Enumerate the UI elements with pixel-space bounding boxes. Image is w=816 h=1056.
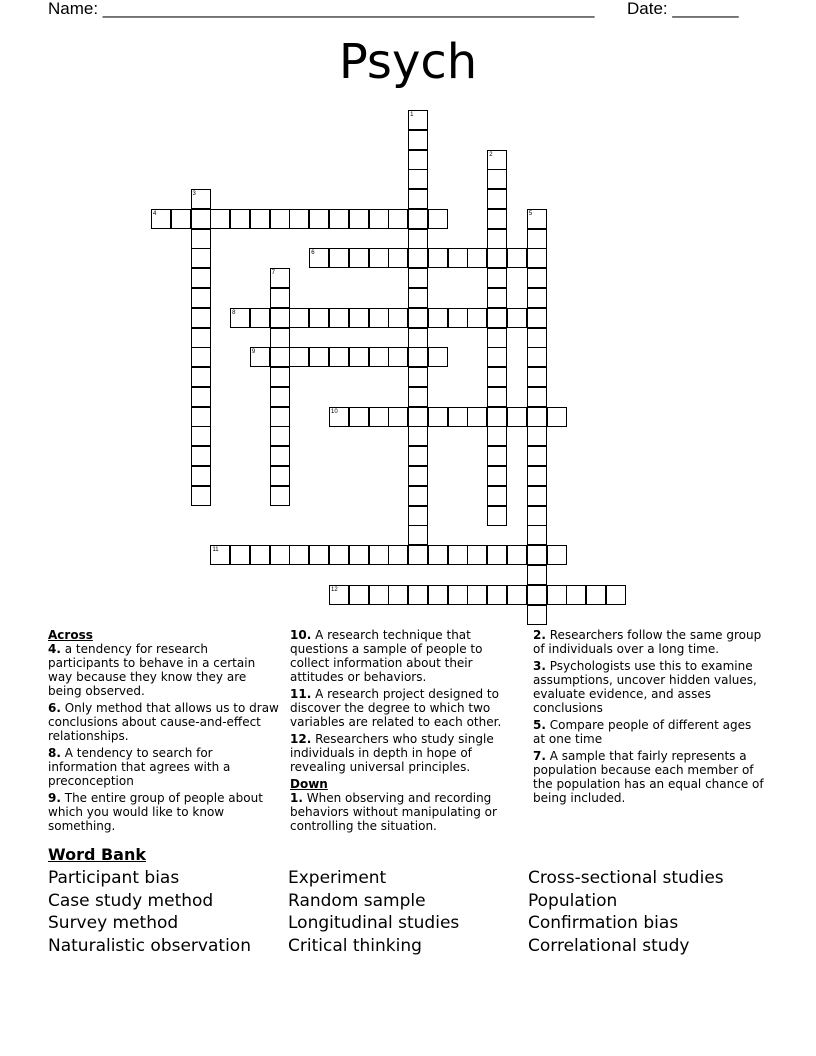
grid-cell[interactable] xyxy=(388,545,408,565)
grid-cell[interactable] xyxy=(527,605,547,625)
grid-cell[interactable] xyxy=(408,169,428,189)
grid-cell[interactable] xyxy=(289,347,309,367)
grid-cell[interactable] xyxy=(448,407,468,427)
grid-cell[interactable] xyxy=(270,545,290,565)
grid-cell[interactable] xyxy=(408,288,428,308)
grid-cell[interactable] xyxy=(487,426,507,446)
grid-cell[interactable] xyxy=(388,248,408,268)
grid-cell[interactable] xyxy=(369,347,389,367)
grid-cell[interactable] xyxy=(369,308,389,328)
grid-cell[interactable] xyxy=(586,585,606,605)
grid-cell[interactable] xyxy=(329,347,349,367)
grid-cell[interactable] xyxy=(191,248,211,268)
grid-cell[interactable] xyxy=(369,585,389,605)
grid-cell[interactable] xyxy=(527,288,547,308)
grid-cell[interactable] xyxy=(467,308,487,328)
grid-cell[interactable] xyxy=(329,308,349,328)
grid-cell[interactable] xyxy=(191,347,211,367)
grid-cell[interactable] xyxy=(349,248,369,268)
clue-down-7: 7. A sample that fairly represents a population because each member of the population has an equal chance of being included. xyxy=(533,749,764,805)
grid-cell[interactable] xyxy=(507,407,527,427)
grid-cell[interactable] xyxy=(230,209,250,229)
grid-cell[interactable] xyxy=(191,209,211,229)
grid-cell[interactable] xyxy=(270,308,290,328)
grid-cell[interactable] xyxy=(428,308,448,328)
grid-cell[interactable] xyxy=(250,545,270,565)
grid-cell[interactable] xyxy=(191,387,211,407)
grid-cell[interactable] xyxy=(527,308,547,328)
grid-cell[interactable] xyxy=(547,585,567,605)
cell-number: 10 xyxy=(331,408,338,415)
grid-cell[interactable] xyxy=(408,110,428,130)
grid-cell[interactable] xyxy=(527,229,547,249)
cell-number: 9 xyxy=(251,349,256,356)
grid-cell[interactable] xyxy=(507,545,527,565)
grid-cell[interactable] xyxy=(270,407,290,427)
grid-cell[interactable] xyxy=(547,545,567,565)
grid-cell[interactable] xyxy=(467,585,487,605)
clues-column-2 xyxy=(290,628,522,836)
grid-cell[interactable] xyxy=(428,347,448,367)
grid-cell[interactable] xyxy=(527,525,547,545)
grid-cell[interactable] xyxy=(369,209,389,229)
grid-cell[interactable] xyxy=(191,308,211,328)
grid-cell[interactable] xyxy=(507,248,527,268)
grid-cell[interactable] xyxy=(388,347,408,367)
grid-cell[interactable] xyxy=(349,585,369,605)
clue-across-8: 8. A tendency to search for information that agrees with a preconception xyxy=(48,746,231,788)
grid-cell[interactable] xyxy=(191,466,211,486)
grid-cell[interactable] xyxy=(487,506,507,526)
grid-cell[interactable] xyxy=(428,585,448,605)
word-bank-item: Naturalistic observation xyxy=(48,936,251,957)
cell-number: 8 xyxy=(232,309,236,316)
grid-cell[interactable] xyxy=(270,268,290,288)
grid-cell[interactable] xyxy=(428,209,448,229)
grid-cell[interactable] xyxy=(527,347,547,367)
grid-cell[interactable] xyxy=(349,407,369,427)
grid-cell[interactable] xyxy=(408,407,428,427)
grid-cell[interactable] xyxy=(270,466,290,486)
grid-cell[interactable] xyxy=(270,446,290,466)
grid-cell[interactable] xyxy=(171,209,191,229)
grid-cell[interactable] xyxy=(487,268,507,288)
grid-cell[interactable] xyxy=(230,545,250,565)
grid-cell[interactable] xyxy=(487,169,507,189)
grid-cell[interactable] xyxy=(467,407,487,427)
grid-cell[interactable] xyxy=(408,248,428,268)
grid-cell[interactable] xyxy=(270,328,290,348)
grid-cell[interactable] xyxy=(309,248,329,268)
cell-number: 11 xyxy=(212,547,219,554)
clues-column-1 xyxy=(48,628,280,836)
grid-cell[interactable] xyxy=(606,585,626,605)
grid-cell[interactable] xyxy=(210,209,230,229)
grid-cell[interactable] xyxy=(487,150,507,170)
grid-cell[interactable] xyxy=(329,209,349,229)
word-bank-column-3 xyxy=(528,867,724,958)
word-bank-column-2 xyxy=(288,867,459,958)
grid-cell[interactable] xyxy=(329,585,349,605)
grid-cell[interactable] xyxy=(349,209,369,229)
grid-cell[interactable] xyxy=(250,347,270,367)
grid-cell[interactable] xyxy=(309,347,329,367)
word-bank-item: Confirmation bias xyxy=(528,913,679,934)
grid-cell[interactable] xyxy=(527,367,547,387)
grid-cell[interactable] xyxy=(527,466,547,486)
word-bank-item: Survey method xyxy=(48,913,179,934)
grid-cell[interactable] xyxy=(408,525,428,545)
cell-number: 2 xyxy=(489,151,493,158)
across-heading: Across xyxy=(48,628,93,642)
grid-cell[interactable] xyxy=(270,209,290,229)
grid-cell[interactable] xyxy=(428,248,448,268)
grid-cell[interactable] xyxy=(527,387,547,407)
grid-cell[interactable] xyxy=(428,407,448,427)
grid-cell[interactable] xyxy=(329,545,349,565)
grid-cell[interactable] xyxy=(191,328,211,348)
grid-cell[interactable] xyxy=(428,545,448,565)
puzzle-title: Psych xyxy=(338,34,478,90)
grid-cell[interactable] xyxy=(408,130,428,150)
grid-cell[interactable] xyxy=(329,407,349,427)
word-bank-item: Random sample xyxy=(288,890,426,911)
clue-down-3: 3. Psychologists use this to examine assumptions, uncover hidden values, evaluate evidence, and asses conclusions xyxy=(533,659,757,715)
grid-cell[interactable] xyxy=(566,585,586,605)
grid-cell[interactable] xyxy=(527,486,547,506)
grid-cell[interactable] xyxy=(349,308,369,328)
grid-cell[interactable] xyxy=(527,506,547,526)
grid-cell[interactable] xyxy=(408,486,428,506)
clues-column-3 xyxy=(533,628,765,808)
grid-cell[interactable] xyxy=(487,229,507,249)
grid-cell[interactable] xyxy=(408,426,428,446)
cell-number: 1 xyxy=(410,112,414,118)
grid-cell[interactable] xyxy=(388,209,408,229)
word-bank-item: Experiment xyxy=(288,868,387,888)
grid-cell[interactable] xyxy=(408,229,428,249)
grid-cell[interactable] xyxy=(270,367,290,387)
grid-cell[interactable] xyxy=(487,209,507,229)
grid-cell[interactable] xyxy=(527,565,547,585)
grid-cell[interactable] xyxy=(289,545,309,565)
grid-cell[interactable] xyxy=(408,347,428,367)
grid-cell[interactable] xyxy=(191,446,211,466)
clue-across-6: 6. Only method that allows us to draw conclusions about cause-and-effect relationships. xyxy=(48,701,279,743)
cell-number: 6 xyxy=(311,250,315,257)
grid-cell[interactable] xyxy=(408,308,428,328)
down-heading: Down xyxy=(290,777,328,791)
grid-cell[interactable] xyxy=(527,328,547,348)
clue-down-1: 1. When observing and recording behaviors without manipulating or controlling the situation. xyxy=(290,791,497,833)
grid-cell[interactable] xyxy=(487,486,507,506)
grid-cell[interactable] xyxy=(527,268,547,288)
grid-cell[interactable] xyxy=(388,407,408,427)
grid-cell[interactable] xyxy=(408,367,428,387)
grid-cell[interactable] xyxy=(527,446,547,466)
clue-across-12: 12. Researchers who study single individuals in depth in hope of revealing universal principles. xyxy=(290,732,494,774)
grid-cell[interactable] xyxy=(191,407,211,427)
grid-cell[interactable] xyxy=(487,367,507,387)
grid-cell[interactable] xyxy=(487,288,507,308)
grid-cell[interactable] xyxy=(527,426,547,446)
cell-number: 5 xyxy=(528,210,533,217)
grid-cell[interactable] xyxy=(349,347,369,367)
word-bank-item: Longitudinal studies xyxy=(288,913,460,934)
grid-cell[interactable] xyxy=(329,248,349,268)
grid-cell[interactable] xyxy=(487,545,507,565)
grid-cell[interactable] xyxy=(487,407,507,427)
grid-cell[interactable] xyxy=(289,308,309,328)
grid-cell[interactable] xyxy=(408,387,428,407)
grid-cell[interactable] xyxy=(408,328,428,348)
grid-cell[interactable] xyxy=(270,486,290,506)
cell-number: 7 xyxy=(271,270,276,277)
word-bank-item: Population xyxy=(528,890,618,911)
grid-cell[interactable] xyxy=(309,209,329,229)
date-line: Date: _______ xyxy=(627,0,739,18)
grid-cell[interactable] xyxy=(408,209,428,229)
grid-cell[interactable] xyxy=(369,248,389,268)
grid-cell[interactable] xyxy=(487,466,507,486)
word-bank-column-1 xyxy=(48,867,251,958)
clue-across-9: 9. The entire group of people about which you would like to know something. xyxy=(48,791,263,833)
word-bank-item: Correlational study xyxy=(528,936,690,957)
word-bank-item: Cross-sectional studies xyxy=(528,868,724,888)
grid-cell[interactable] xyxy=(408,268,428,288)
grid-cell[interactable] xyxy=(408,585,428,605)
clue-across-4: 4. a tendency for research participants to behave in a certain way because they know they are being observed. xyxy=(48,642,256,698)
grid-cell[interactable] xyxy=(191,229,211,249)
grid-cell[interactable] xyxy=(270,288,290,308)
grid-cell[interactable] xyxy=(408,189,428,209)
grid-cell[interactable] xyxy=(270,347,290,367)
grid-cell[interactable] xyxy=(408,466,428,486)
grid-cell[interactable] xyxy=(487,308,507,328)
cell-number: 3 xyxy=(192,191,196,198)
grid-cell[interactable] xyxy=(191,367,211,387)
clue-down-2: 2. Researchers follow the same group of individuals over a long time. xyxy=(533,628,762,656)
grid-cell[interactable] xyxy=(309,545,329,565)
grid-cell[interactable] xyxy=(507,585,527,605)
grid-cell[interactable] xyxy=(250,209,270,229)
grid-cell[interactable] xyxy=(270,387,290,407)
word-bank-item: Critical thinking xyxy=(288,936,422,957)
grid-cell[interactable] xyxy=(487,446,507,466)
grid-cell[interactable] xyxy=(408,150,428,170)
grid-cell[interactable] xyxy=(210,545,230,565)
grid-cell[interactable] xyxy=(507,308,527,328)
grid-cell[interactable] xyxy=(448,308,468,328)
grid-cell[interactable] xyxy=(487,585,507,605)
grid-cell[interactable] xyxy=(487,328,507,348)
grid-cell[interactable] xyxy=(191,486,211,506)
grid-cell[interactable] xyxy=(349,545,369,565)
grid-cell[interactable] xyxy=(408,506,428,526)
grid-cell[interactable] xyxy=(487,248,507,268)
grid-cell[interactable] xyxy=(487,347,507,367)
grid-cell[interactable] xyxy=(487,387,507,407)
grid-cell[interactable] xyxy=(527,407,547,427)
name-line: Name: ____________________________________________________ xyxy=(48,0,595,18)
grid-cell[interactable] xyxy=(250,308,270,328)
grid-cell[interactable] xyxy=(487,189,507,209)
grid-cell[interactable] xyxy=(448,248,468,268)
word-bank-item: Case study method xyxy=(48,890,214,911)
grid-cell[interactable] xyxy=(448,545,468,565)
grid-cell[interactable] xyxy=(408,446,428,466)
grid-cell[interactable] xyxy=(448,585,468,605)
grid-cell[interactable] xyxy=(527,209,547,229)
grid-cell[interactable] xyxy=(388,308,408,328)
grid-cell[interactable] xyxy=(527,545,547,565)
grid-cell[interactable] xyxy=(270,426,290,446)
word-bank-title: Word Bank xyxy=(48,845,147,864)
grid-cell[interactable] xyxy=(191,288,211,308)
grid-cell[interactable] xyxy=(230,308,250,328)
grid-cell[interactable] xyxy=(527,248,547,268)
clue-down-5: 5. Compare people of different ages at one time xyxy=(533,718,752,746)
grid-cell[interactable] xyxy=(527,585,547,605)
grid-cell[interactable] xyxy=(388,585,408,605)
grid-cell[interactable] xyxy=(369,407,389,427)
grid-cell[interactable] xyxy=(369,545,389,565)
grid-cell[interactable] xyxy=(408,545,428,565)
grid-cell[interactable] xyxy=(289,209,309,229)
grid-cell[interactable] xyxy=(467,545,487,565)
grid-cell[interactable] xyxy=(191,268,211,288)
grid-cell[interactable] xyxy=(191,189,211,209)
cell-number: 4 xyxy=(153,210,157,217)
grid-cell[interactable] xyxy=(467,248,487,268)
grid-cell[interactable] xyxy=(309,308,329,328)
grid-cell[interactable] xyxy=(151,209,171,229)
clue-across-10: 10. A research technique that questions a sample of people to collect information about their attitudes or behaviors. xyxy=(290,628,483,684)
cell-number: 12 xyxy=(331,586,338,593)
word-bank-item: Participant bias xyxy=(48,868,180,888)
grid-cell[interactable] xyxy=(191,426,211,446)
clue-across-11: 11. A research project designed to discover the degree to which two variables are related to each other. xyxy=(290,687,502,729)
grid-cell[interactable] xyxy=(547,407,567,427)
